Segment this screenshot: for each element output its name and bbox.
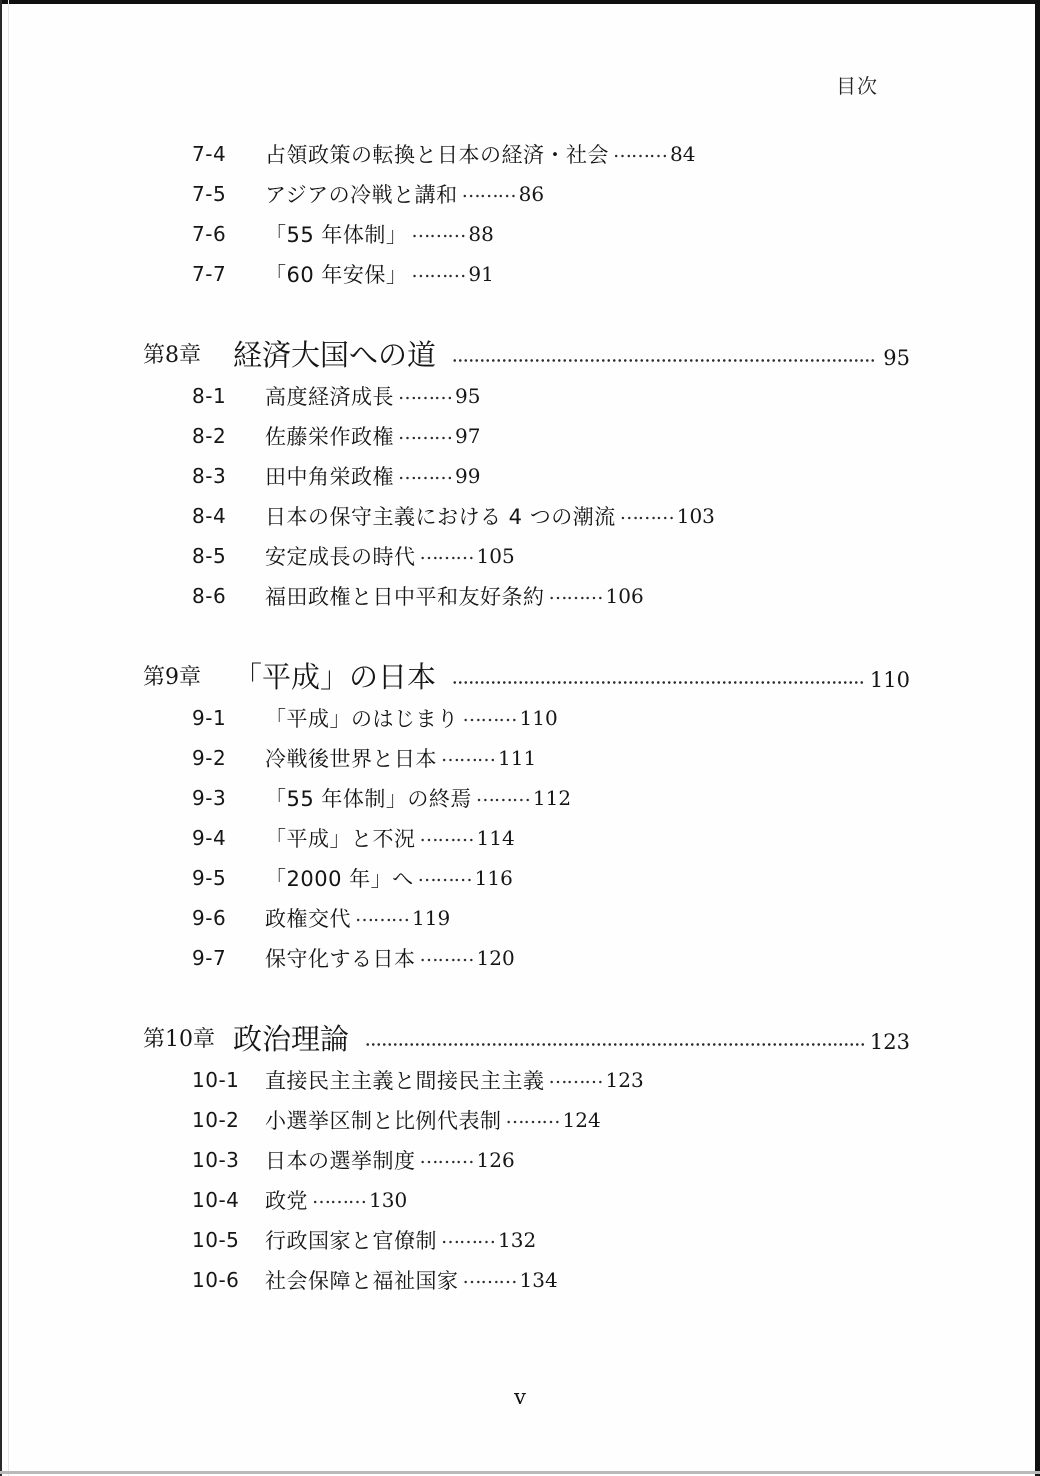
entry-number: 9-3 [192,786,227,810]
leader-dots: ……… [398,382,452,404]
chapter-title: 「平成」の日本 [233,659,437,694]
entry-page-number: 114 [476,826,515,850]
table-of-contents [143,134,910,1300]
leader-dots: ……… [419,824,474,846]
entry-number: 10-2 [192,1108,240,1132]
entry-number: 9-1 [192,706,227,730]
entry-number: 7-4 [192,142,227,166]
leader-dots: ……… [411,220,466,242]
entry-number: 7-6 [192,222,227,246]
leader-dots: ……… [462,704,517,726]
scan-edge-top [0,0,1040,4]
chapter-label: 第10章 [143,1026,215,1052]
toc-entry [143,1180,910,1220]
entry-title: 直接民主主義と間接民主主義 [265,1069,545,1093]
entry-number: 8-3 [192,464,227,488]
chapter-leader-dots [452,358,877,363]
entry-title: 高度経済成長 [265,385,394,409]
entry-page-number: 123 [605,1068,644,1092]
leader-dots: ……… [417,864,472,886]
chapter-leader-dots [365,1042,864,1047]
chapter-heading [143,1014,910,1060]
entry-title: 行政国家と官僚制 [265,1229,437,1253]
entry-page-number: 110 [519,706,558,730]
entry-number: 10-3 [192,1148,240,1172]
leader-dots: ……… [475,784,530,806]
entry-page-number: 97 [455,424,481,448]
chapter-leader-dots [452,680,864,685]
entry-number: 10-5 [192,1228,240,1252]
page-folio: v [514,1385,526,1409]
leader-dots: ……… [441,744,495,766]
entry-page-number: 106 [605,584,644,608]
entry-title: 田中角栄政権 [265,465,394,489]
leader-dots: ……… [419,542,474,564]
leader-dots: ……… [461,180,516,202]
toc-entry [143,376,910,416]
entry-page-number: 111 [498,746,537,770]
toc-entry [143,456,910,496]
scan-edge-bottom [0,1471,1040,1474]
toc-entry [143,1140,910,1180]
toc-entry [143,174,910,214]
entry-page-number: 91 [468,262,494,286]
entry-page-number: 120 [476,946,515,970]
chapter-heading [143,330,910,376]
scan-edge-left [0,0,2,1476]
entry-title: 「平成」のはじまり [265,707,459,731]
entry-title: アジアの冷戦と講和 [265,183,458,207]
entry-page-number: 119 [412,906,451,930]
toc-entry [143,738,910,778]
toc-entry [143,898,910,938]
entry-number: 8-4 [192,504,227,528]
entry-title: 日本の保守主義における 4 つの潮流 [265,505,616,529]
entry-page-number: 88 [468,222,494,246]
toc-entry [143,496,910,536]
toc-entry [143,938,910,978]
entry-title: 社会保障と福祉国家 [265,1269,459,1293]
entry-number: 8-2 [192,424,227,448]
chapter-title: 経済大国への道 [233,337,437,372]
entry-number: 7-5 [192,182,227,206]
entry-title: 「2000 年」へ [265,867,414,891]
entry-page-number: 112 [532,786,572,810]
chapter-page-number: 110 [869,668,910,692]
leader-dots: ……… [462,1266,517,1288]
toc-entry [143,818,910,858]
toc-entry [143,254,910,294]
entry-page-number: 116 [474,866,513,890]
toc-entry [143,416,910,456]
leader-dots: ……… [505,1106,560,1128]
entry-number: 10-6 [192,1268,240,1292]
leader-dots: ……… [548,1066,603,1088]
toc-entry [143,134,910,174]
entry-title: 佐藤栄作政権 [265,425,394,449]
entry-number: 10-1 [192,1068,240,1092]
entry-title: 政権交代 [265,907,351,931]
entry-page-number: 134 [519,1268,558,1292]
entry-title: 「55 年体制」 [265,223,408,247]
entry-title: 冷戦後世界と日本 [265,747,437,771]
toc-entry [143,858,910,898]
entry-page-number: 130 [369,1188,408,1212]
chapter-page-number: 95 [883,346,910,370]
chapter-title: 政治理論 [233,1021,350,1056]
entry-number: 9-5 [192,866,227,890]
entry-number: 8-1 [192,384,227,408]
toc-entry [143,778,910,818]
running-header: 目次 [836,74,878,98]
chapter-label: 第8章 [143,342,201,368]
entry-number: 9-7 [192,946,227,970]
chapter-heading [143,652,910,698]
entry-page-number: 86 [518,182,545,206]
scan-edge-left-faint [8,0,9,1476]
leader-dots: ……… [398,462,452,484]
entry-title: 安定成長の時代 [265,545,416,569]
leader-dots: ……… [441,1226,495,1248]
entry-page-number: 126 [476,1148,515,1172]
leader-dots: ……… [398,422,452,444]
leader-dots: ……… [355,904,409,926]
entry-page-number: 99 [455,464,481,488]
toc-entry [143,576,910,616]
leader-dots: ……… [419,1146,474,1168]
entry-page-number: 103 [676,504,715,528]
leader-dots: ……… [419,944,474,966]
entry-page-number: 84 [670,142,696,166]
toc-entry [143,536,910,576]
entry-number: 7-7 [192,262,227,286]
entry-title: 政党 [265,1189,308,1213]
chapter-label: 第9章 [143,664,201,690]
entry-number: 9-4 [192,826,227,850]
entry-title: 「60 年安保」 [265,263,408,287]
entry-title: 占領政策の転換と日本の経済・社会 [265,143,609,167]
leader-dots: ……… [312,1186,366,1208]
leader-dots: ……… [619,502,674,524]
leader-dots: ……… [548,582,603,604]
entry-page-number: 95 [455,384,481,408]
scan-edge-right [1035,0,1040,1476]
entry-title: 「55 年体制」の終焉 [265,787,472,811]
leader-dots: ……… [613,140,667,162]
toc-entry [143,1260,910,1300]
entry-title: 「平成」と不況 [265,827,416,851]
entry-title: 福田政権と日中平和友好条約 [265,585,545,609]
entry-number: 8-6 [192,584,227,608]
entry-title: 小選挙区制と比例代表制 [265,1109,502,1133]
leader-dots: ……… [411,260,466,282]
toc-entry [143,214,910,254]
toc-entry [143,1100,910,1140]
entry-number: 9-2 [192,746,227,770]
entry-title: 保守化する日本 [265,947,416,971]
entry-number: 9-6 [192,906,227,930]
toc-entry [143,1220,910,1260]
entry-page-number: 124 [562,1108,601,1132]
entry-number: 8-5 [192,544,227,568]
toc-entry [143,1060,910,1100]
entry-page-number: 132 [498,1228,537,1252]
chapter-page-number: 123 [869,1030,910,1054]
entry-page-number: 105 [476,544,515,568]
entry-title: 日本の選挙制度 [265,1149,416,1173]
entry-number: 10-4 [192,1188,240,1212]
toc-entry [143,698,910,738]
